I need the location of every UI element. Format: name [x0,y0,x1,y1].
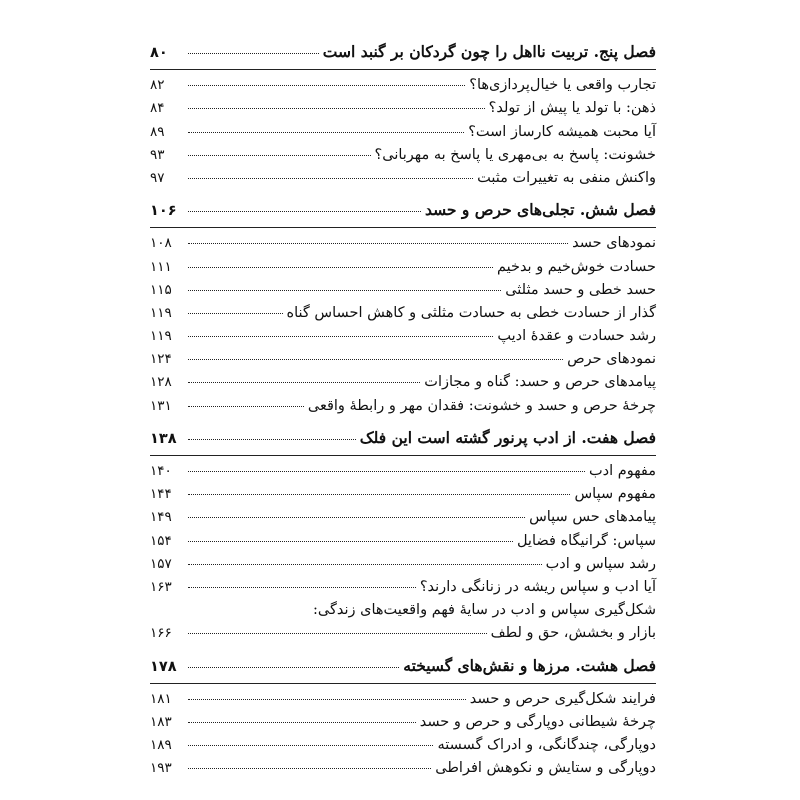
toc-entry[interactable] [150,97,656,120]
dot-leader [188,210,421,212]
toc-entry[interactable] [150,460,656,483]
chapter-page-number: ۱۳۸ [150,430,177,447]
entry-title: حسادت خوش‌خیم و بدخیم [496,258,656,275]
entry-title: واکنش منفی به تغییرات مثبت [477,169,656,186]
entry-title: نمودهای حسد [572,235,656,252]
entry-title: بازار و بخشش، حق و لطف [490,625,656,642]
toc-entry[interactable] [150,232,656,255]
entry-title: پیامدهای حس سپاس [529,509,656,526]
toc-entry[interactable] [150,371,656,394]
toc-page [150,40,656,780]
entry-page-number: ۱۱۹ [150,304,172,321]
toc-entry[interactable] [150,256,656,279]
entry-title: گذار از حسادت خطی به حسادت مثلثی و کاهش احساس گناه [286,304,656,321]
entry-page-number: ۱۳۱ [150,397,172,414]
toc-entry[interactable] [150,757,656,780]
entry-title: چرخهٔ حرص و حسد و خشونت: فقدان مهر و رابطهٔ واقعی [307,397,656,414]
chapter-heading[interactable] [150,40,656,63]
chapter-page-number: ۱۷۸ [150,658,177,675]
dot-leader [188,438,356,440]
entry-title: رشد حسادت و عقدهٔ ادیپ [497,328,656,345]
entry-page-number: ۱۸۹ [150,737,172,754]
toc-entry[interactable] [150,576,656,599]
section-gap [150,646,656,654]
chapter-title: فصل شش. تجلی‌های حرص و حسد [424,200,656,220]
chapter-heading[interactable] [150,198,656,221]
entry-page-number: ۸۹ [150,123,165,140]
dot-leader [188,744,433,746]
entry-page-number: ۸۴ [150,100,165,117]
entry-title: شکل‌گیری سپاس و ادب در سایهٔ فهم واقعیت‌های زندگی: [312,602,656,619]
chapter-title: فصل پنج. تربیت نااهل را چون گردکان بر گنبد است [322,42,656,61]
toc-entry[interactable] [150,711,656,734]
dot-leader [188,177,473,179]
toc-entry[interactable] [150,348,656,371]
dot-leader [188,586,416,588]
dot-leader [188,516,525,518]
entry-page-number: ۱۴۴ [150,486,172,503]
toc-entry[interactable] [150,506,656,529]
table-of-contents [150,40,656,780]
toc-entry[interactable] [150,144,656,167]
chapter-title: فصل هفت. از ادب پرنور گشته است این فلک [359,427,656,447]
dot-leader [188,52,319,54]
chapter-divider [150,455,656,456]
dot-leader [188,540,513,542]
toc-entry[interactable] [150,483,656,506]
chapter-page-number: ۱۰۶ [150,203,177,220]
dot-leader [188,289,501,291]
dot-leader [188,563,542,565]
entry-title: چرخهٔ شیطانی دوپارگی و حرص و حسد [419,713,656,730]
entry-title: خشونت: پاسخ به بی‌مهری یا پاسخ به مهربانی؟ [374,146,656,163]
dot-leader [188,632,487,634]
dot-leader [188,666,399,668]
dot-leader [188,721,416,723]
entry-page-number: ۱۵۴ [150,532,172,549]
chapter-divider [150,227,656,228]
chapter-page-number: ۸۰ [150,45,168,61]
chapter-title: فصل هشت. مرزها و نقش‌های گسیخته [403,655,656,675]
chapter-heading[interactable] [150,654,656,677]
dot-leader [188,84,465,86]
dot-leader [188,107,485,109]
entry-page-number: ۱۵۷ [150,555,172,572]
entry-title: ذهن: با تولد یا پیش از تولد؟ [488,100,656,117]
section-gap [150,418,656,426]
dot-leader [188,493,570,495]
entry-title: دوپارگی، چندگانگی، و ادراک گسسته [437,737,656,754]
toc-entry[interactable] [150,167,656,190]
toc-entry[interactable] [150,599,656,622]
dot-leader [188,405,304,407]
toc-entry[interactable] [150,302,656,325]
toc-entry[interactable] [150,530,656,553]
entry-title: آیا محبت همیشه کارساز است؟ [468,123,656,140]
entry-page-number: ۹۳ [150,146,165,163]
entry-page-number: ۱۹۳ [150,760,172,777]
entry-page-number: ۱۸۳ [150,713,172,730]
toc-entry[interactable] [150,688,656,711]
entry-page-number: ۱۶۶ [150,625,172,642]
entry-page-number: ۱۲۴ [150,351,172,368]
entry-title: مفهوم سپاس [574,486,656,503]
entry-title: دوپارگی و ستایش و نکوهش افراطی [435,760,656,777]
entry-title: آیا ادب و سپاس ریشه در زنانگی دارند؟ [419,578,656,595]
entry-page-number: ۱۴۹ [150,509,172,526]
dot-leader [188,358,563,360]
entry-title: نمودهای حرص [567,351,656,368]
dot-leader [188,242,568,244]
chapter-heading[interactable] [150,426,656,449]
entry-page-number: ۱۲۸ [150,374,172,391]
toc-entry[interactable] [150,279,656,302]
entry-page-number: ۸۲ [150,77,165,94]
dot-leader [188,154,371,156]
entry-title: سپاس: گرانیگاه فضایل [516,532,656,549]
chapter-divider [150,683,656,684]
entry-page-number: ۱۱۱ [150,258,172,275]
dot-leader [188,610,309,611]
toc-entry[interactable] [150,325,656,348]
entry-title: تجارب واقعی یا خیال‌پردازی‌ها؟ [469,77,656,94]
toc-entry[interactable] [150,74,656,97]
toc-entry[interactable] [150,395,656,418]
entry-page-number: ۹۷ [150,169,165,186]
toc-entry[interactable] [150,553,656,576]
entry-page-number: ۱۴۰ [150,463,172,479]
entry-title: پیامدهای حرص و حسد: گناه و مجازات [424,374,656,391]
dot-leader [188,698,466,700]
entry-title: مفهوم ادب [589,463,656,479]
toc-entry[interactable] [150,734,656,757]
dot-leader [188,470,585,472]
entry-page-number: ۱۱۹ [150,328,172,345]
entry-page-number: ۱۸۱ [150,690,172,707]
dot-leader [188,381,420,383]
toc-entry[interactable] [150,622,656,645]
entry-title: حسد خطی و حسد مثلثی [505,281,656,298]
entry-page-number: ۱۶۳ [150,578,172,595]
dot-leader [188,266,493,268]
dot-leader [188,335,493,337]
section-gap [150,190,656,198]
entry-page-number: ۱۰۸ [150,235,172,252]
entry-title: فرایند شکل‌گیری حرص و حسد [469,690,656,707]
toc-entry[interactable] [150,121,656,144]
dot-leader [188,131,464,133]
chapter-divider [150,69,656,70]
entry-page-number: ۱۱۵ [150,281,172,298]
dot-leader [188,312,283,314]
entry-title: رشد سپاس و ادب [545,555,656,572]
dot-leader [188,767,431,769]
